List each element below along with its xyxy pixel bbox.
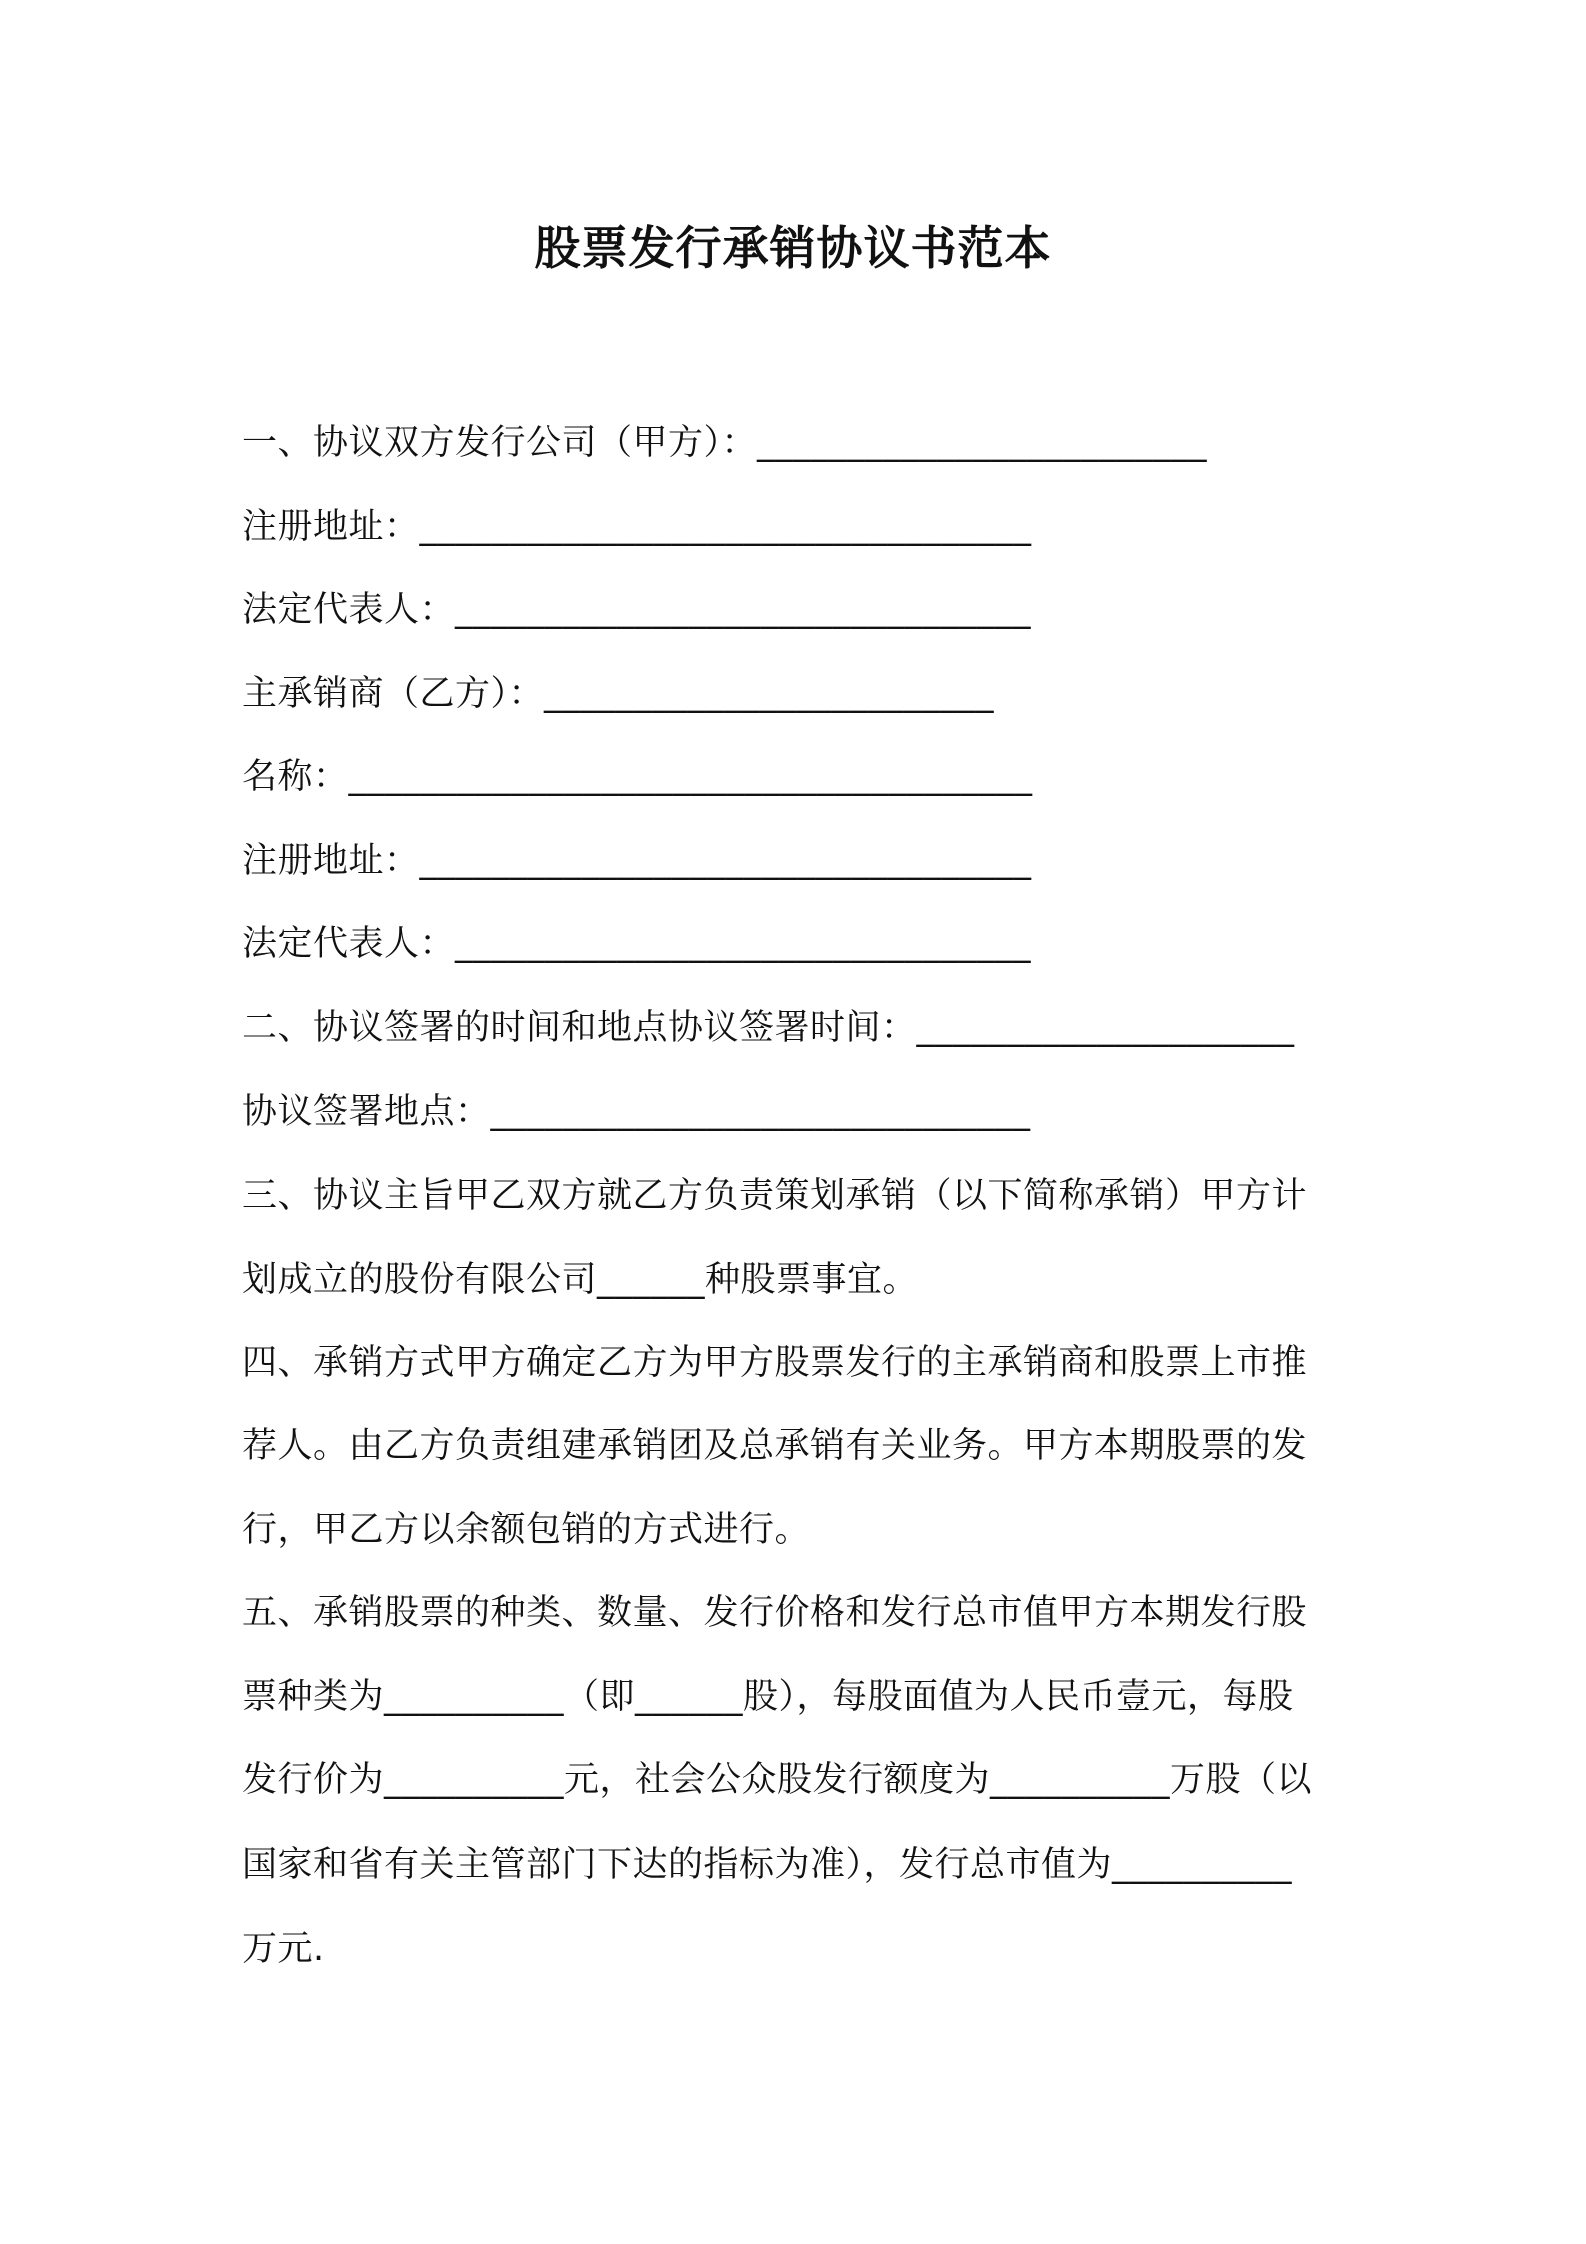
party-b-underwriter: 主承销商（乙方）：_________________________ [242, 674, 995, 714]
clause-stock-line-1: 五、承销股票的种类、数量、发行价格和发行总市值甲方本期发行股 [242, 1593, 1308, 1633]
clause-method-line-3: 行，甲乙方以余额包销的方式进行。 [242, 1510, 811, 1550]
clause-signing-time: 二、协议签署的时间和地点协议签署时间：_____________________ [242, 1008, 1295, 1048]
clause-purpose-line-2: 划成立的股份有限公司______种股票事宜。 [242, 1260, 919, 1300]
party-a-address: 注册地址：__________________________________ [242, 507, 1032, 547]
signing-location: 协议签署地点：______________________________ [242, 1092, 1031, 1132]
clause-method-line-1: 四、承销方式甲方确定乙方为甲方股票发行的主承销商和股票上市推 [242, 1343, 1308, 1383]
clause-stock-line-3: 发行价为__________元，社会公众股发行额度为__________万股（以 [242, 1760, 1313, 1800]
clause-stock-line-2: 票种类为__________（即______股），每股面值为人民币壹元，每股 [242, 1677, 1294, 1717]
party-a-legal-representative: 法定代表人：________________________________ [242, 590, 1032, 630]
party-b-address: 注册地址：__________________________________ [242, 841, 1032, 881]
party-b-name: 名称：______________________________________ [242, 757, 1033, 797]
party-b-legal-representative: 法定代表人：________________________________ [242, 924, 1032, 964]
clause-stock-line-4: 国家和省有关主管部门下达的指标为准），发行总市值为__________ [242, 1845, 1293, 1885]
clause-purpose-line-1: 三、协议主旨甲乙双方就乙方负责策划承销（以下简称承销）甲方计 [242, 1176, 1308, 1216]
clause-method-line-2: 荐人。由乙方负责组建承销团及总承销有关业务。甲方本期股票的发 [242, 1426, 1308, 1466]
clause-stock-line-5: 万元. [242, 1929, 325, 1969]
document-title: 股票发行承销协议书范本 [534, 221, 1052, 275]
clause-party-a: 一、协议双方发行公司（甲方）：_________________________ [242, 423, 1208, 463]
